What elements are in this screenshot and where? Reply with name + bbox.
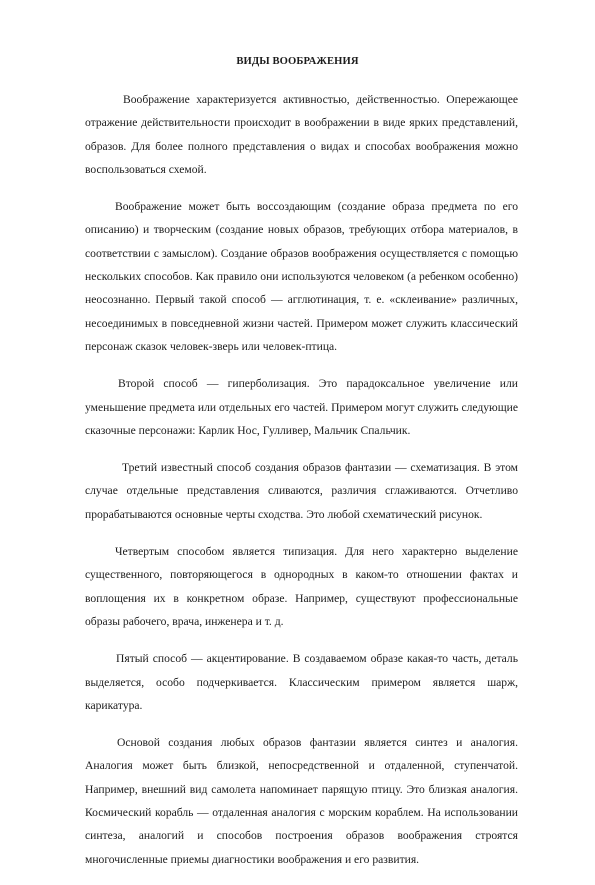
document-body: [85, 88, 518, 885]
document-title: ВИДЫ ВООБРАЖЕНИЯ: [236, 56, 359, 67]
paragraph-hyperbolization: Второй способ — гиперболизация. Это парадоксальное увеличение или уменьшение предмета или отдельных его частей. Примером могут служить следующие сказочные персонажи: Карлик Нос, Гулливер, Мальчик Спальчик.: [85, 377, 518, 437]
paragraph-imagination-definition: Воображение характеризуется активностью, действенностью. Опережающее отражение действительности происходит в воображении в виде ярких представлений, образов. Для более полного представления о видах и способах воображения можно воспользоваться схемой.: [85, 93, 518, 176]
paragraph-accentuation: Пятый способ — акцентирование. В создаваемом образе какая-то часть, деталь выделяется, особо подчеркивается. Классическим примером является шарж, карикатура.: [85, 652, 518, 712]
paragraph-schematization: Третий известный способ создания образов фантазии — схематизация. В этом случае отдельные представления сливаются, различия сглаживаются. Отчетливо прорабатываются основные черты сходства. Это любой схематический рисунок.: [85, 461, 518, 521]
paragraph-synthesis-analogy: Основой создания любых образов фантазии является синтез и аналогия. Аналогия может быть близкой, непосредственной и отдаленной, ступенчатой. Например, внешний вид самолета напоминает парящую птицу. Это близкая аналогия. Космический корабль — отдаленная аналогия с морским кораблем. На использовании синтеза, аналогий и способов построения образов воображения строятся многочисленные приемы диагностики воображения и его развития.: [85, 736, 518, 866]
paragraph-typification: Четвертым способом является типизация. Для него характерно выделение существенного, повторяющегося в однородных в каком-то отношении фактах и воплощения их в конкретном образе. Например, существуют профессиональные образы рабочего, врача, инженера и т. д.: [85, 545, 518, 628]
paragraph-types-and-agglutination: Воображение может быть воссоздающим (создание образа предмета по его описанию) и творческим (создание новых образов, требующих отбора материалов, в соответствии с замыслом). Создание образов воображения осуществляется с помощью нескольких способов. Как правило они используются человеком (а ребенком особенно) неосознанно. Первый такой способ — агглютинация, т. е. «склеивание» различных, несоединимых в повседневной жизни частей. Примером может служить классический персонаж сказок человек-зверь или человек-птица.: [85, 200, 518, 353]
